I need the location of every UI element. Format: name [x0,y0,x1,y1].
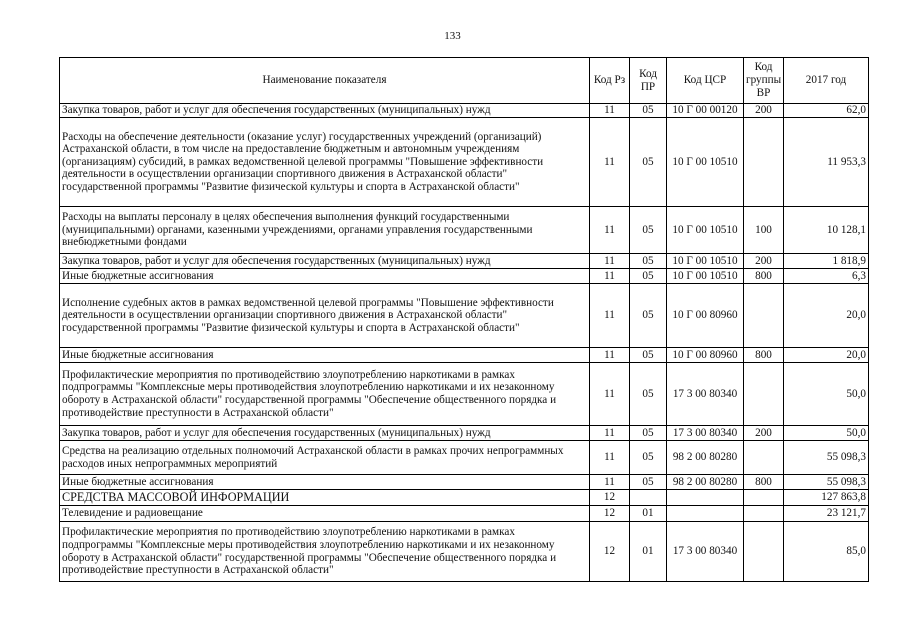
row-name: Закупка товаров, работ и услуг для обеспечения государственных (муниципальных) нужд [60,426,590,441]
row-name: Телевидение и радиовещание [60,506,590,522]
row-vr [744,441,784,475]
row-vr [744,118,784,207]
row-pr: 01 [630,522,667,582]
row-rz: 11 [590,475,630,490]
table-row [60,426,869,441]
row-csr: 10 Г 00 80960 [667,284,744,348]
row-rz: 11 [590,118,630,207]
row-pr: 05 [630,348,667,363]
row-vr [744,490,784,506]
row-name: Иные бюджетные ассигнования [60,475,590,490]
row-pr: 01 [630,506,667,522]
header-vr: Код группы ВР [744,58,784,104]
row-vr [744,522,784,582]
header-name: Наименование показателя [60,58,590,104]
row-amount: 62,0 [784,104,869,118]
row-amount: 20,0 [784,284,869,348]
table-row [60,207,869,254]
table-row [60,254,869,269]
row-rz: 11 [590,348,630,363]
header-csr: Код ЦСР [667,58,744,104]
page-number: 133 [444,30,461,42]
row-csr: 98 2 00 80280 [667,475,744,490]
row-csr [667,490,744,506]
row-rz: 11 [590,363,630,426]
row-vr [744,284,784,348]
row-pr: 05 [630,441,667,475]
row-csr: 10 Г 00 10510 [667,207,744,254]
row-rz: 12 [590,490,630,506]
row-amount: 10 128,1 [784,207,869,254]
row-vr: 200 [744,426,784,441]
table-row [60,363,869,426]
header-row [60,58,869,104]
row-rz: 11 [590,207,630,254]
row-vr [744,506,784,522]
table-row [60,269,869,284]
table-row [60,441,869,475]
row-rz: 11 [590,426,630,441]
row-amount: 55 098,3 [784,475,869,490]
row-vr: 200 [744,104,784,118]
row-name: Профилактические мероприятия по противодействию злоупотреблению наркотиками в рамках подпрограммы "Комплексные меры противодействия злоупотреблению наркотиками и их незаконному обороту в Астраханской области" государственной программы "Обеспечение общественного порядка и противодействие преступности в Астраханской области" [60,363,590,426]
table-row [60,506,869,522]
row-amount: 50,0 [784,363,869,426]
row-rz: 11 [590,441,630,475]
row-name: Закупка товаров, работ и услуг для обеспечения государственных (муниципальных) нужд [60,104,590,118]
row-csr: 10 Г 00 10510 [667,254,744,269]
row-amount: 20,0 [784,348,869,363]
row-vr: 200 [744,254,784,269]
row-csr: 98 2 00 80280 [667,441,744,475]
row-amount: 55 098,3 [784,441,869,475]
row-csr: 10 Г 00 10510 [667,118,744,207]
row-amount: 6,3 [784,269,869,284]
row-name: Иные бюджетные ассигнования [60,348,590,363]
row-pr: 05 [630,104,667,118]
row-vr: 100 [744,207,784,254]
row-pr [630,490,667,506]
row-pr: 05 [630,426,667,441]
row-csr: 17 3 00 80340 [667,363,744,426]
row-rz: 12 [590,522,630,582]
table-row [60,475,869,490]
row-name: СРЕДСТВА МАССОВОЙ ИНФОРМАЦИИ [60,490,590,506]
row-name: Средства на реализацию отдельных полномочий Астраханской области в рамках прочих непрограммных расходов иных непрограммных мероприятий [60,441,590,475]
row-csr: 17 3 00 80340 [667,426,744,441]
row-amount: 50,0 [784,426,869,441]
row-amount: 1 818,9 [784,254,869,269]
row-pr: 05 [630,475,667,490]
row-pr: 05 [630,363,667,426]
row-csr: 10 Г 00 00120 [667,104,744,118]
row-vr [744,363,784,426]
row-pr: 05 [630,284,667,348]
table-row [60,118,869,207]
row-amount: 85,0 [784,522,869,582]
row-name: Иные бюджетные ассигнования [60,269,590,284]
row-rz: 11 [590,284,630,348]
row-rz: 11 [590,269,630,284]
table-row [60,490,869,506]
row-amount: 23 121,7 [784,506,869,522]
header-pr: Код ПР [630,58,667,104]
row-pr: 05 [630,254,667,269]
row-csr: 10 Г 00 10510 [667,269,744,284]
header-year: 2017 год [784,58,869,104]
table-row [60,104,869,118]
row-rz: 11 [590,254,630,269]
row-vr: 800 [744,348,784,363]
row-csr [667,506,744,522]
row-pr: 05 [630,118,667,207]
row-pr: 05 [630,269,667,284]
row-csr: 10 Г 00 80960 [667,348,744,363]
row-name: Исполнение судебных актов в рамках ведомственной целевой программы "Повышение эффективности деятельности в осуществлении организации спортивного движения в Астраханской области" государственной программы "Развитие физической культуры и спорта в Астраханской области" [60,284,590,348]
row-name: Расходы на обеспечение деятельности (оказание услуг) государственных учреждений (организаций) Астраханской области, в том числе на предоставление бюджетным и автономным учреждениям (организациям) субсидий, в рамках ведомственной целевой программы "Повышение эффективности деятельности в осуществлении организации спортивного движения в Астраханской области" государственной программы "Развитие физической культуры и спорта в Астраханской области" [60,118,590,207]
row-pr: 05 [630,207,667,254]
row-rz: 11 [590,104,630,118]
table-row [60,522,869,582]
table-row [60,284,869,348]
row-csr: 17 3 00 80340 [667,522,744,582]
row-name: Закупка товаров, работ и услуг для обеспечения государственных (муниципальных) нужд [60,254,590,269]
row-rz: 12 [590,506,630,522]
row-name: Профилактические мероприятия по противодействию злоупотреблению наркотиками в рамках подпрограммы "Комплексные меры противодействия злоупотреблению наркотиками и их незаконному обороту в Астраханской области" государственной программы "Обеспечение общественного порядка и противодействие преступности в Астраханской области" [60,522,590,582]
row-name: Расходы на выплаты персоналу в целях обеспечения выполнения функций государственными (муниципальными) органами, казенными учреждениями, органами управления государственными внебюджетными фондами [60,207,590,254]
row-vr: 800 [744,475,784,490]
row-vr: 800 [744,269,784,284]
row-amount: 127 863,8 [784,490,869,506]
row-amount: 11 953,3 [784,118,869,207]
header-rz: Код Рз [590,58,630,104]
budget-table [59,57,869,582]
table-row [60,348,869,363]
